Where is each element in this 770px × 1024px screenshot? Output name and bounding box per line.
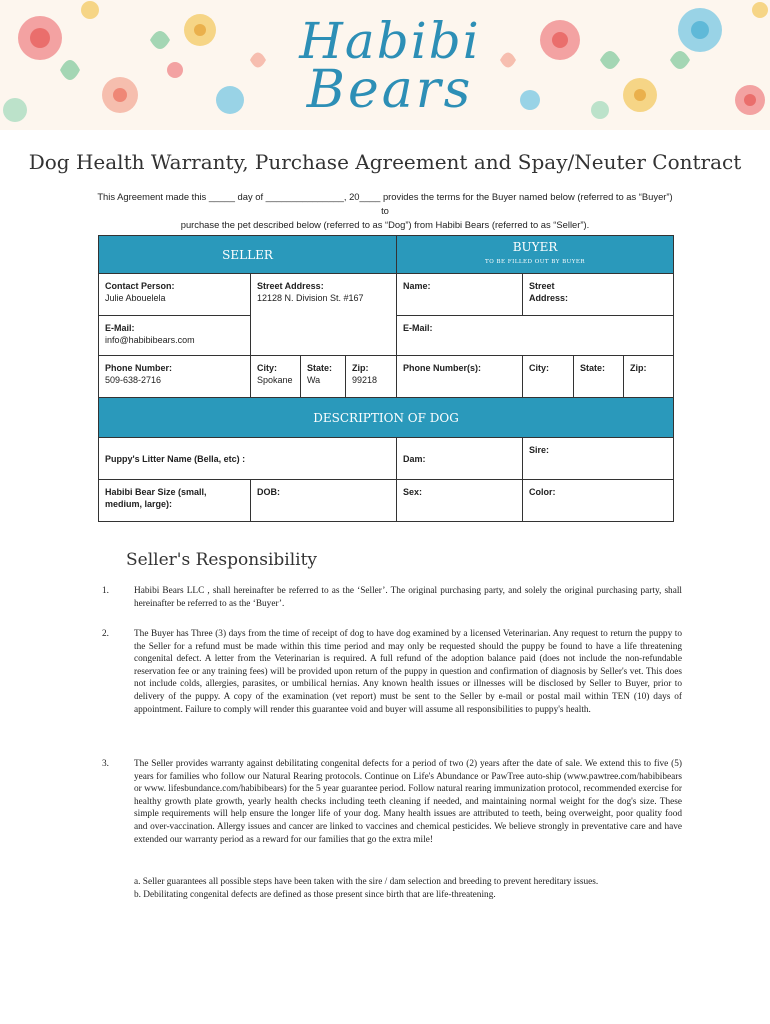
clause-3	[102, 758, 682, 846]
seller-email-label: E-Mail:	[105, 323, 135, 333]
buyer-street-field[interactable]	[523, 274, 674, 316]
seller-street-value: 12128 N. Division St. #167	[257, 293, 364, 303]
seller-contact-label: Contact Person:	[105, 281, 175, 291]
buyer-name-field[interactable]	[397, 274, 523, 316]
sub-clause-a: a. Seller guarantees all possible steps have been taken with the sire / dam selection and breeding to prevent hereditary issues.	[134, 877, 599, 887]
seller-phone-cell	[99, 356, 251, 398]
intro-paragraph	[95, 190, 675, 232]
agreement-form-table	[98, 235, 674, 522]
size-field[interactable]	[99, 480, 251, 522]
buyer-header	[397, 236, 674, 274]
dam-field[interactable]	[397, 438, 523, 480]
buyer-zip-field[interactable]	[624, 356, 674, 398]
buyer-city-label: City:	[529, 363, 550, 373]
clause-2-text: The Buyer has Three (3) days from the time of receipt of dog to have dog examined by a licensed Veterinarian. Any request to return the puppy to the Seller for a refund must be made within this time period and may only be requested should the puppy be found to have a life threatening congenital defect. A letter from the Veterinarian is required. A full refund of the adoption balance paid (does not include the non-refundable reservation fee or any training fees) will be provided upon return of the puppy in question and confirmation of diagnosis by Seller's vet. This does not include colds, allergies, parasites, or umbilical hernias. Any known health issues or illnesses will be disclosed by Seller to Buyer, prior to delivery of the puppy. A copy of the examination (vet report) must be sent to the Seller by e-mail or postal mail within TEN (10) days of appointment. Failure to comply will render this guarantee void and buyer will assume all responsibilities to puppy's health.	[134, 629, 682, 715]
buyer-name-label: Name:	[403, 281, 431, 291]
buyer-email-label: E-Mail:	[403, 323, 433, 333]
dob-field[interactable]	[251, 480, 397, 522]
seller-city-label: City:	[257, 363, 277, 373]
seller-state-value: Wa	[307, 375, 321, 385]
buyer-zip-label: Zip:	[630, 363, 647, 373]
clause-1-text: Habibi Bears LLC , shall hereinafter be referred to as the ‘Seller’. The original purchasing party, and solely the original purchasing party, shall hereinafter be referred to as the ‘Buyer’.	[134, 586, 682, 609]
intro-line1: This Agreement made this _____ day of _______________, 20____ provides the terms for the Buyer named below (referred to as “Buyer”) to	[97, 191, 673, 216]
buyer-subheader: TO BE FILLED OUT BY BUYER	[485, 259, 586, 265]
seller-state-cell	[301, 356, 346, 398]
clause-1-number: 1.	[102, 586, 109, 596]
clause-1	[102, 585, 682, 610]
clause-3-text: The Seller provides warranty against debilitating congenital defects for a period of two (2) years after the date of sale. We extend this to five (5) years for families who follow our Natural Rearing protocols. Continue on Life's Abundance or PawTree auto-ship (www.pawtree.com/habibibears or www. lifesbundance.com/habibibears) for the 5 year guarantee period. Follow natural rearing immunization protocol, recommended exercise for healthy growth plate growth, yearly health checks including teeth cleaning if needed, and maintaining normal weight for the dog's size. These simple requirements will help ensure the longer life of your dog. Many health issues are attributed to teeth, being overweight, poor quality food and over-vaccination. Allergy issues and cancer are linked to vaccines and chemical pesticides. We believe strongly in preventative care and have extended our warranty period as a reward for our families that go the extra mile!	[134, 759, 682, 845]
logo-text-line1: Habibi	[299, 12, 481, 70]
section-title: Seller's Responsibility	[126, 550, 318, 570]
seller-contact-value: Julie Abouelela	[105, 293, 166, 303]
buyer-city-field[interactable]	[523, 356, 574, 398]
floral-banner	[0, 0, 770, 130]
size-label: Habibi Bear Size (small, medium, large):	[105, 487, 207, 509]
sub-clause-b: b. Debilitating congenital defects are defined as those present since birth that are life-threatening.	[134, 889, 496, 900]
buyer-phone-field[interactable]	[397, 356, 523, 398]
buyer-phone-label: Phone Number(s):	[403, 363, 482, 373]
seller-state-label: State:	[307, 363, 333, 373]
color-label: Color:	[529, 487, 556, 497]
seller-zip-label: Zip:	[352, 363, 369, 373]
sex-label: Sex:	[403, 487, 423, 497]
intro-line2: purchase the pet described below (referred to as “Dog”) from Habibi Bears (referred to as “Seller”).	[180, 219, 590, 230]
seller-phone-label: Phone Number:	[105, 363, 173, 373]
seller-street-cell	[251, 274, 397, 356]
dog-description-header: DESCRIPTION OF DOG	[99, 398, 674, 438]
habibi-bears-logo	[250, 8, 530, 123]
seller-city-value: Spokane	[257, 375, 293, 385]
clause-3-number: 3.	[102, 759, 109, 769]
sire-field[interactable]	[523, 438, 674, 480]
buyer-state-field[interactable]	[574, 356, 624, 398]
litter-name-label: Puppy's Litter Name (Bella, etc) :	[105, 453, 246, 464]
seller-city-cell	[251, 356, 301, 398]
seller-phone-value: 509-638-2716	[105, 375, 162, 385]
seller-email-value: info@habibibears.com	[105, 335, 195, 345]
seller-header: SELLER	[99, 236, 397, 274]
seller-zip-cell	[346, 356, 397, 398]
seller-contact-cell	[99, 274, 251, 316]
clause-2-number: 2.	[102, 629, 109, 639]
sex-field[interactable]	[397, 480, 523, 522]
buyer-street-label: Street Address:	[529, 281, 569, 303]
sire-label: Sire:	[529, 445, 550, 455]
page-title: Dog Health Warranty, Purchase Agreement and Spay/Neuter Contract	[28, 150, 742, 174]
seller-email-cell	[99, 316, 251, 356]
clause-2	[102, 628, 682, 716]
litter-name-field[interactable]	[99, 438, 397, 480]
buyer-email-field[interactable]	[397, 316, 674, 356]
buyer-state-label: State:	[580, 363, 606, 373]
color-field[interactable]	[523, 480, 674, 522]
sub-clauses	[112, 876, 682, 901]
buyer-header-label: BUYER	[512, 240, 558, 254]
dam-label: Dam:	[403, 453, 426, 464]
dob-label: DOB:	[257, 487, 280, 497]
seller-zip-value: 99218	[352, 375, 378, 385]
logo-text-line2: Bears	[306, 60, 474, 120]
seller-street-label: Street Address:	[257, 281, 324, 291]
